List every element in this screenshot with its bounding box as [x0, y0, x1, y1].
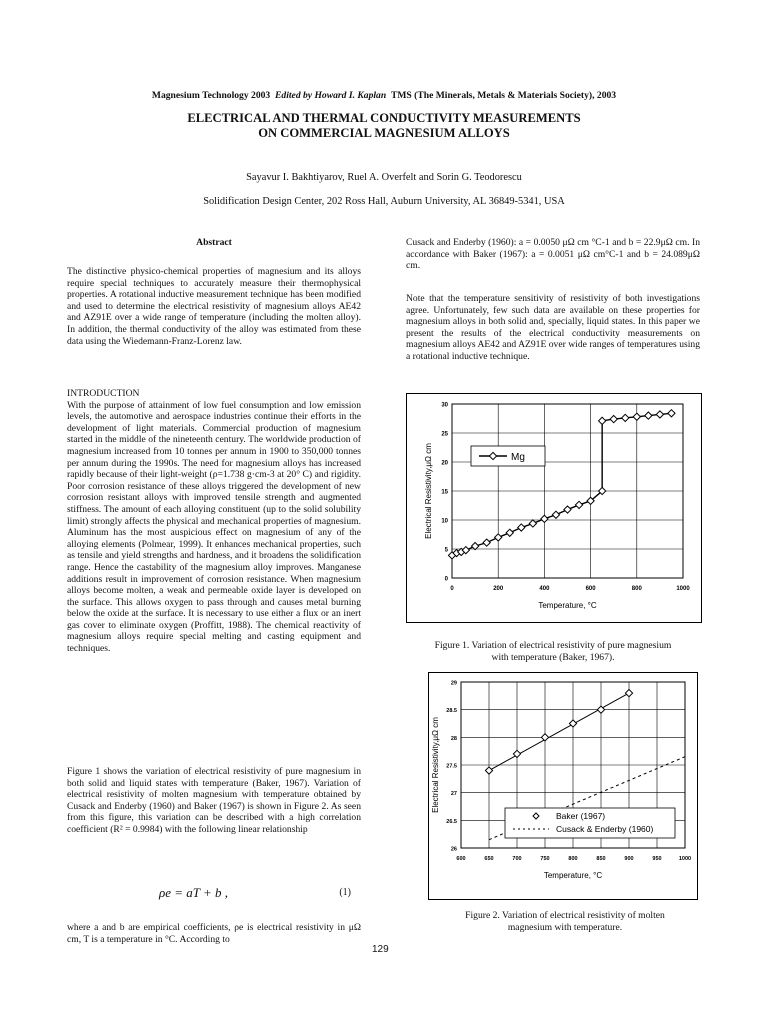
- legend-label-baker: Baker (1967): [556, 811, 606, 821]
- figure-2-chart: [429, 673, 697, 899]
- paper-title: [0, 111, 768, 140]
- y-tick-label: 10: [441, 518, 448, 525]
- x-tick-label: 700: [512, 856, 522, 862]
- data-point-mg: [564, 506, 571, 513]
- data-point-mg: [633, 413, 640, 420]
- affiliation: Solidification Design Center, 202 Ross Hall, Auburn University, AL 36849-5341, USA: [203, 196, 565, 207]
- journal-publisher: TMS (The Minerals, Metals & Materials Society), 2003: [390, 90, 617, 101]
- series-line-mg: [452, 413, 671, 555]
- y-tick-label: 15: [441, 489, 448, 496]
- authors: Sayavur I. Bakhtiyarov, Ruel A. Overfelt and Sorin G. Teodorescu: [246, 172, 522, 183]
- x-tick-label: 600: [456, 856, 466, 862]
- y-tick-label: 5: [444, 547, 448, 554]
- x-tick-label: 0: [450, 586, 454, 592]
- abstract-heading: Abstract: [196, 237, 232, 248]
- y-tick-label: 29: [450, 680, 457, 687]
- x-tick-label: 900: [624, 856, 634, 862]
- x-tick-label: 650: [484, 856, 494, 862]
- data-point-mg: [506, 529, 513, 536]
- abstract-text: [67, 266, 361, 347]
- figure-2: [428, 672, 698, 900]
- data-point-mg: [599, 417, 606, 424]
- intro-heading: INTRODUCTION: [67, 388, 140, 399]
- abstract-paragraph: The distinctive physico-chemical properties of magnesium and its alloys require special techniques to accurately measure their thermophysical properties. A rotational inductive measurement technique has been modified and used to determine the electrical resistivity of magnesium alloys AE42 and AZ91E over a wide range of temperature (including the molten alloy). In addition, the thermal conductivity of the alloy was estimated from these data using the Wiedemann-Franz-Lorenz law.: [67, 266, 361, 347]
- y-tick-label: 26: [450, 846, 457, 853]
- intro-paragraph-2: Figure 1 shows the variation of electrical resistivity of pure magnesium in both solid and liquid states with temperature (Baker, 1967). Variation of electrical resistivity of molten magnesium with temperature obtained by Cusack and Enderby (1960) and Baker (1967) is shown in Figure 2. As seen from this figure, this variation can be described with a high correlation coefficient (R² = 0.9984) with the following linear relationship: [67, 766, 361, 835]
- y-tick-label: 27: [450, 791, 457, 798]
- right-paragraph-1: Cusack and Enderby (1960): a = 0.0050 μΩ cm °C-1 and b = 22.9μΩ cm. In accordance with Baker (1967): a = 0.0051 μΩ cm°C-1 and b = 24.089μΩ cm.: [406, 237, 700, 272]
- data-point-mg: [552, 511, 559, 518]
- data-point-mg: [483, 539, 490, 546]
- data-point-baker: [541, 734, 548, 741]
- y-tick-label: 30: [441, 402, 448, 409]
- y-tick-label: 20: [441, 460, 448, 467]
- figure-1-chart: [407, 394, 701, 622]
- journal-editor: Edited by Howard I. Kaplan: [275, 90, 387, 101]
- y-tick-label: 28.5: [446, 708, 457, 715]
- data-point-mg: [575, 501, 582, 508]
- title-line-1: ELECTRICAL AND THERMAL CONDUCTIVITY MEASUREMENTS: [187, 111, 581, 125]
- y-axis-label: Electrical Resistivity,μΩ cm: [431, 717, 440, 813]
- intro-paragraph-3-block: [67, 922, 361, 945]
- journal-header: [0, 90, 768, 101]
- right-paragraph-2-block: [406, 293, 700, 363]
- page-number: 129: [372, 944, 389, 955]
- x-tick-label: 850: [596, 856, 606, 862]
- figure-1: [406, 393, 702, 623]
- x-axis-label: Temperature, °C: [538, 601, 597, 610]
- data-point-mg: [656, 411, 663, 418]
- x-axis-label: Temperature, °C: [543, 871, 603, 880]
- legend-label-cusack-enderby: Cusack & Enderby (1960): [556, 824, 654, 834]
- right-paragraph-1-block: [406, 237, 700, 272]
- data-point-mg: [472, 543, 479, 550]
- figure-2-caption-line-2: magnesium with temperature.: [507, 921, 623, 933]
- x-tick-label: 800: [631, 586, 642, 592]
- x-tick-label: 400: [539, 586, 550, 592]
- data-point-mg: [645, 412, 652, 419]
- intro-paragraph-2-block: [67, 766, 361, 836]
- introduction-section: [67, 388, 361, 655]
- y-tick-label: 26.5: [446, 818, 457, 825]
- data-point-baker: [485, 767, 492, 774]
- equation-number: (1): [339, 887, 351, 898]
- x-tick-label: 200: [493, 586, 504, 592]
- y-tick-label: 25: [441, 431, 448, 438]
- y-tick-label: 28: [450, 735, 457, 742]
- x-tick-label: 950: [652, 856, 662, 862]
- x-tick-label: 1000: [676, 586, 690, 592]
- y-tick-label: 27.5: [446, 763, 457, 770]
- figure-1-caption-line-1: Figure 1. Variation of electrical resistivity of pure magnesium: [434, 640, 672, 651]
- figure-1-caption-line-2: with temperature (Baker, 1967).: [491, 651, 615, 663]
- x-tick-label: 600: [585, 586, 596, 592]
- data-point-mg: [541, 515, 548, 522]
- data-point-mg: [518, 524, 525, 531]
- data-point-mg: [529, 520, 536, 527]
- equation-expression: ρe = aT + b ,: [159, 885, 229, 900]
- data-point-mg: [495, 534, 502, 541]
- figure-2-caption: [406, 910, 724, 933]
- series-line-baker: [489, 693, 629, 770]
- y-tick-label: 0: [444, 576, 448, 583]
- title-line-2: ON COMMERCIAL MAGNESIUM ALLOYS: [258, 125, 510, 140]
- x-tick-label: 1000: [678, 856, 692, 862]
- data-point-baker: [569, 720, 576, 727]
- data-point-mg: [668, 410, 675, 417]
- legend-label-mg: Mg: [511, 452, 525, 463]
- data-point-mg: [610, 415, 617, 422]
- right-paragraph-2: Note that the temperature sensitivity of resistivity of both investigations agree. Unfortunately, few such data are available on these properties for magnesium alloys in both solid and, specially, liquid states. In this paper we present the results of the electrical conductivity measurements on magnesium alloys AE42 and AZ91E over wide ranges of temperatures using a rotational inductive technique.: [406, 293, 700, 362]
- y-axis-label: Electrical Resistivity,μΩ cm: [424, 443, 433, 539]
- intro-paragraph-3: where a and b are empirical coefficients, ρe is electrical resistivity in μΩ cm, T is a temperature in °C. According to: [67, 922, 361, 945]
- data-point-baker: [625, 689, 632, 696]
- figure-2-caption-line-1: Figure 2. Variation of electrical resistivity of molten: [465, 910, 665, 921]
- x-tick-label: 800: [568, 856, 578, 862]
- x-tick-label: 750: [540, 856, 550, 862]
- figure-1-caption: [406, 640, 700, 663]
- data-point-mg: [622, 414, 629, 421]
- intro-paragraph-1: With the purpose of attainment of low fuel consumption and low emission levels, the automotive and aerospace industries continue their efforts in the development of light materials. Commercial production of magnesium started in the middle of the nineteenth century. The worldwide production of magnesium increased from 10 tonnes per annum in 1900 to 350,000 tonnes per annum during the 1990s. The need for magnesium alloys has increased rapidly because of their light-weight (ρ=1.738 g·cm-3 at 20° C) and rigidity. Poor corrosion resistance of these alloys triggered the development of new corrosion resistant alloys with improved tensile strength and augmented stiffness. The amount of each alloying constituent (up to the solid solubility limit) strongly affects the physical and mechanical properties of magnesium. Aluminum has the most auspicious effect on magnesium of any of the alloying elements (Polmear, 1999). It enhances mechanical properties, such as tensile and yield strengths and hardness, and it broadens the solidification range. Hence the castability of the magnesium alloy improves. Manganese additions result in improvement of corrosion resistance. When magnesium alloys become molten, a weak and permeable oxide layer is developed on the surface. This allows oxygen to pass through and causes metal burning below the oxide at the surface. It is necessary to use either a flux or an inert gas cover to eliminate oxygen (Proffitt, 1988). The chemical reactivity of magnesium alloys require special melting and casting equipment and techniques.: [67, 399, 361, 655]
- journal-name: Magnesium Technology 2003: [151, 90, 271, 101]
